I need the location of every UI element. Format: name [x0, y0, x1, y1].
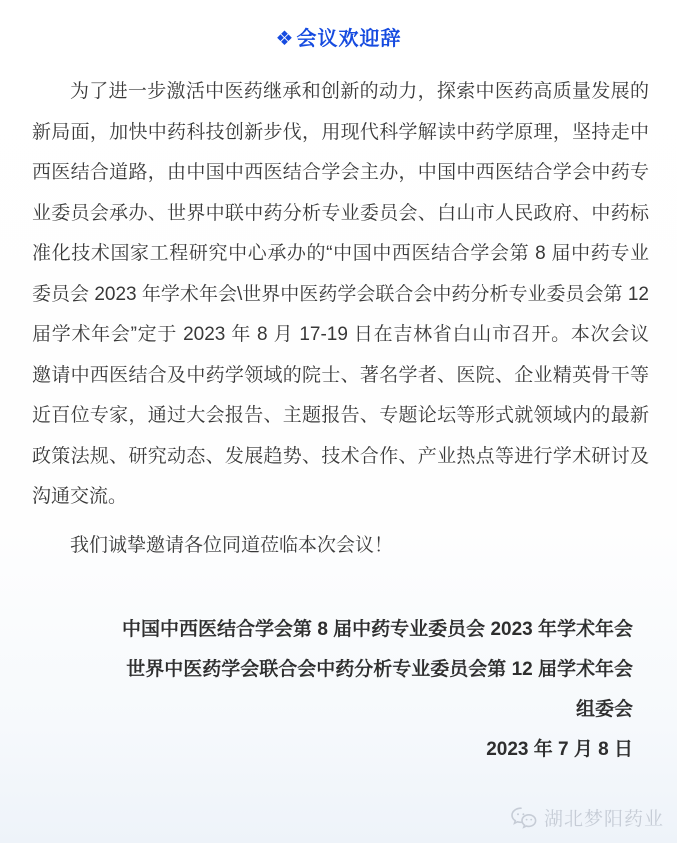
welcome-letter-body	[32, 72, 649, 566]
watermark-text: 湖北梦阳药业	[543, 809, 664, 830]
paragraph-line: 新局面，加快中药科技创新步伐，用现代科学解读中药学原理，坚持走中	[32, 121, 649, 143]
signature-line-committee-2: 世界中医药学会联合会中药分析专业委员会第 12 届学术年会	[126, 659, 633, 680]
signature-date: 2023 年 7 月 8 日	[486, 739, 633, 760]
paragraph-line: 西医结合道路，由中国中西医结合学会主办，中国中西医结合学会中药专	[32, 162, 649, 183]
paragraph-line: 为了进一步激活中医药继承和创新的动力，探索中医药高质量发展的	[70, 81, 649, 102]
signature-line-committee-1: 中国中西医结合学会第 8 届中药专业委员会 2023 年学术年会	[122, 619, 633, 640]
page-title	[0, 0, 677, 49]
paragraph-line: 沟通交流。	[32, 486, 128, 507]
paragraph-line: 委员会 2023 年学术年会\世界中医药学会联合会中药分析专业委员会第 12	[32, 283, 649, 305]
diamond-cluster-icon: ❖	[275, 28, 295, 50]
signature-block	[0, 610, 633, 770]
signature-line-organizing-committee: 组委会	[575, 699, 633, 720]
paragraph-line: 近百位专家，通过大会报告、主题报告、专题论坛等形式就领域内的最新	[32, 405, 649, 426]
watermark	[510, 804, 664, 831]
paragraph-line: 届学术年会”定于 2023 年 8 月 17-19 日在吉林省白山市召开。本次会议	[32, 324, 649, 345]
page-title-text: 会议欢迎辞	[296, 28, 402, 50]
wechat-icon	[510, 806, 538, 830]
closing-invitation-line: 我们诚挚邀请各位同道莅临本次会议！	[70, 534, 394, 556]
paragraph-line: 业委员会承办、世界中联中药分析专业委员会、白山市人民政府、中药标	[32, 202, 649, 224]
paragraph-line: 邀请中西医结合及中药学领域的院士、著名学者、医院、企业精英骨干等	[32, 364, 649, 386]
paragraph-line: 准化技术国家工程研究中心承办的“中国中西医结合学会第 8 届中药专业	[32, 243, 649, 264]
paragraph-line: 政策法规、研究动态、发展趋势、技术合作、产业热点等进行学术研讨及	[32, 445, 649, 467]
